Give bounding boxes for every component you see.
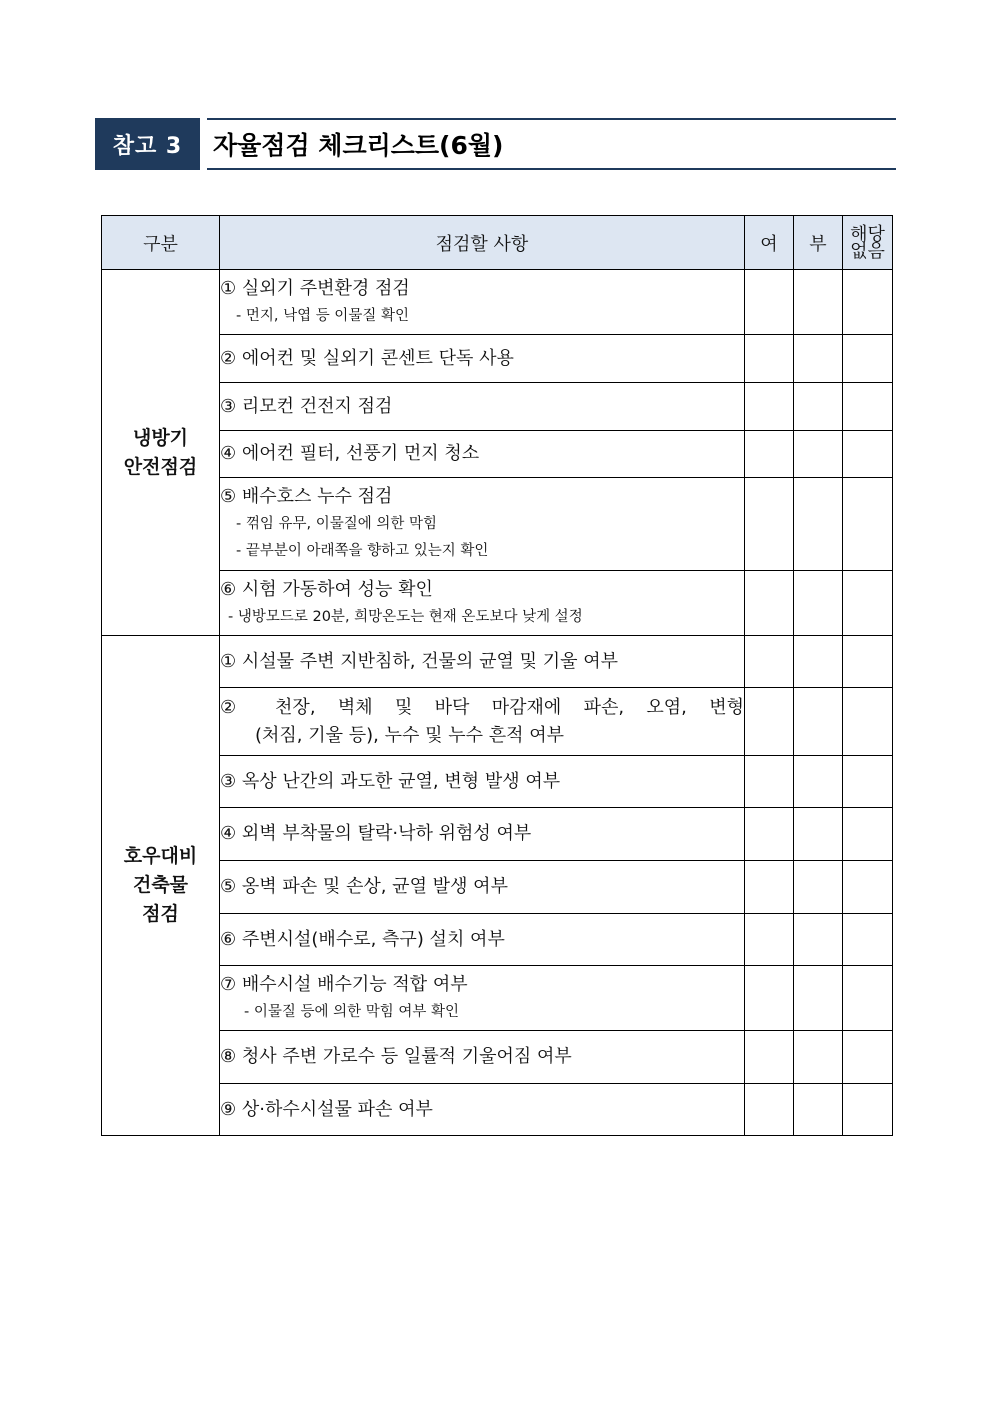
yes-checkbox[interactable] [745, 383, 794, 431]
item-text: ⑤ 옹벽 파손 및 손상, 균열 발생 여부 [220, 876, 508, 897]
page-title: 자율점검 체크리스트(6월) [213, 131, 504, 160]
yes-checkbox[interactable] [745, 966, 794, 1031]
yes-checkbox[interactable] [745, 688, 794, 756]
no-checkbox[interactable] [794, 431, 843, 478]
yes-checkbox[interactable] [745, 335, 794, 383]
table-row [102, 808, 893, 861]
category-line: 안전점검 [123, 455, 198, 478]
table-row [102, 335, 893, 383]
check-item [220, 688, 745, 756]
item-text: ⑧ 청사 주변 가로수 등 일률적 기울어짐 여부 [220, 1046, 572, 1067]
no-checkbox[interactable] [794, 966, 843, 1031]
item-subtext: - 끝부분이 아래쪽을 향하고 있는지 확인 [236, 543, 489, 559]
category-line: 점검 [142, 903, 179, 925]
item-text: ④ 에어컨 필터, 선풍기 먼지 청소 [220, 443, 480, 464]
yes-checkbox[interactable] [745, 914, 794, 966]
category-line: 건축물 [132, 874, 189, 896]
table-row [102, 861, 893, 914]
na-checkbox[interactable] [843, 636, 893, 688]
item-text: ② 천장, 벽체 및 바닥 마감재에 파손, 오염, 변형 [220, 696, 744, 718]
yes-checkbox[interactable] [745, 636, 794, 688]
item-subtext: - 먼지, 낙엽 등 이물질 확인 [236, 307, 409, 324]
na-checkbox[interactable] [843, 571, 893, 636]
no-checkbox[interactable] [794, 1084, 843, 1136]
item-text: ⑥ 주변시설(배수로, 측구) 설치 여부 [220, 928, 505, 950]
item-text: ① 시설물 주변 지반침하, 건물의 균열 및 기울 여부 [220, 650, 619, 672]
item-subtext: - 꺾임 유무, 이물질에 의한 막힘 [236, 516, 437, 532]
na-checkbox[interactable] [843, 966, 893, 1031]
item-text-continued: (처짐, 기울 등), 누수 및 누수 흔적 여부 [255, 724, 564, 746]
table-row [102, 756, 893, 808]
check-item [220, 808, 745, 861]
item-text: ⑥ 시험 가동하여 성능 확인 [220, 578, 433, 600]
na-line-2: 없음 [850, 240, 885, 262]
check-item [220, 431, 745, 478]
checklist-table [101, 215, 893, 1136]
na-checkbox[interactable] [843, 914, 893, 966]
na-checkbox[interactable] [843, 270, 893, 335]
no-checkbox[interactable] [794, 688, 843, 756]
header-yes: 여 [745, 216, 794, 270]
item-text: ④ 외벽 부착물의 탈락·낙하 위험성 여부 [220, 823, 532, 844]
check-item [220, 270, 745, 335]
table-row [102, 478, 893, 571]
na-checkbox[interactable] [843, 383, 893, 431]
no-checkbox[interactable] [794, 383, 843, 431]
table-row [102, 1031, 893, 1084]
no-checkbox[interactable] [794, 914, 843, 966]
na-checkbox[interactable] [843, 1084, 893, 1136]
no-checkbox[interactable] [794, 808, 843, 861]
no-checkbox[interactable] [794, 478, 843, 571]
yes-checkbox[interactable] [745, 1084, 794, 1136]
yes-checkbox[interactable] [745, 808, 794, 861]
yes-checkbox[interactable] [745, 270, 794, 335]
table-row [102, 431, 893, 478]
yes-checkbox[interactable] [745, 861, 794, 914]
header-not-applicable [843, 216, 893, 270]
check-item [220, 1084, 745, 1136]
na-checkbox[interactable] [843, 478, 893, 571]
check-item [220, 756, 745, 808]
header-no: 부 [794, 216, 843, 270]
table-row [102, 383, 893, 431]
item-text: ⑤ 배수호스 누수 점검 [220, 486, 393, 507]
no-checkbox[interactable] [794, 335, 843, 383]
yes-checkbox[interactable] [745, 1031, 794, 1084]
item-text: ③ 리모컨 건전지 점검 [220, 395, 393, 417]
no-checkbox[interactable] [794, 636, 843, 688]
check-item [220, 636, 745, 688]
item-subtext: - 이물질 등에 의한 막힘 여부 확인 [244, 1003, 459, 1020]
check-item [220, 966, 745, 1031]
na-line-1: 해당 [850, 223, 885, 245]
item-subtext: - 냉방모드로 20분, 희망온도는 현재 온도보다 낮게 설정 [228, 608, 583, 625]
na-checkbox[interactable] [843, 861, 893, 914]
yes-checkbox[interactable] [745, 756, 794, 808]
na-checkbox[interactable] [843, 431, 893, 478]
yes-checkbox[interactable] [745, 478, 794, 571]
na-checkbox[interactable] [843, 808, 893, 861]
check-item [220, 571, 745, 636]
check-item [220, 335, 745, 383]
header-row [102, 216, 893, 270]
check-item [220, 383, 745, 431]
na-checkbox[interactable] [843, 688, 893, 756]
no-checkbox[interactable] [794, 270, 843, 335]
reference-tag: 참고 3 [95, 118, 200, 170]
item-text: ② 에어컨 및 실외기 콘센트 단독 사용 [220, 347, 514, 369]
no-checkbox[interactable] [794, 1031, 843, 1084]
table-row [102, 571, 893, 636]
category-line: 호우대비 [123, 845, 198, 867]
category-line: 냉방기 [132, 426, 189, 449]
yes-checkbox[interactable] [745, 571, 794, 636]
item-text: ⑨ 상·하수시설물 파손 여부 [220, 1098, 433, 1120]
yes-checkbox[interactable] [745, 431, 794, 478]
title-frame [207, 118, 896, 170]
table-row [102, 270, 893, 335]
check-item [220, 914, 745, 966]
check-item [220, 861, 745, 914]
table-row [102, 1084, 893, 1136]
table-row [102, 636, 893, 688]
check-item [220, 478, 745, 571]
na-checkbox[interactable] [843, 756, 893, 808]
na-checkbox[interactable] [843, 1031, 893, 1084]
title-bar [95, 118, 896, 170]
table-row [102, 688, 893, 756]
no-checkbox[interactable] [794, 756, 843, 808]
item-text: ③ 옥상 난간의 과도한 균열, 변형 발생 여부 [220, 770, 561, 792]
category-cooling [102, 270, 220, 636]
no-checkbox[interactable] [794, 571, 843, 636]
header-item: 점검할 사항 [220, 216, 745, 270]
item-text: ① 실외기 주변환경 점검 [220, 277, 410, 299]
check-item [220, 1031, 745, 1084]
table-row [102, 966, 893, 1031]
na-checkbox[interactable] [843, 335, 893, 383]
item-text: ⑦ 배수시설 배수기능 적합 여부 [220, 973, 468, 995]
table-row [102, 914, 893, 966]
category-rain-building [102, 636, 220, 1136]
no-checkbox[interactable] [794, 861, 843, 914]
header-category: 구분 [102, 216, 220, 270]
